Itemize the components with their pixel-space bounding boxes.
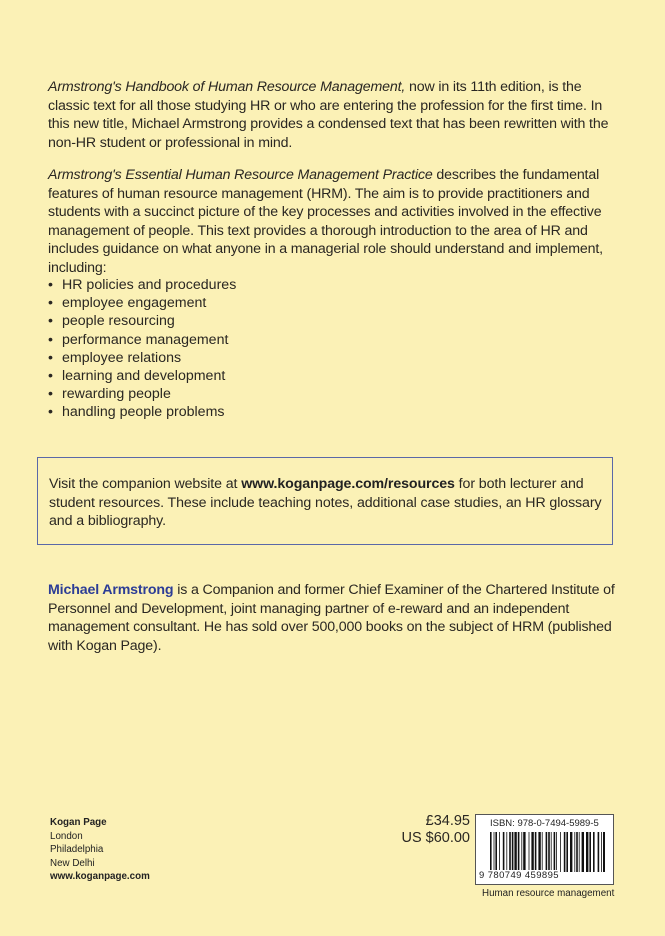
- barcode-bar: [564, 832, 566, 872]
- barcode-bar: [495, 832, 497, 872]
- barcode-bar: [589, 832, 591, 872]
- topic-item: • rewarding people: [48, 385, 236, 403]
- barcode-bar: [546, 832, 548, 872]
- barcode-bar: [560, 832, 561, 872]
- companion-after: for both lecturer and student resources. These include teaching notes, additional case studies, an HR glossary and a bibliography.: [49, 476, 602, 529]
- barcode-bar: [598, 832, 600, 872]
- topic-item: • learning and development: [48, 367, 236, 385]
- handbook-title: Armstrong's Handbook of Human Resource Management,: [48, 79, 406, 95]
- topic-item: • performance management: [48, 331, 236, 349]
- publisher-city: London: [50, 830, 83, 842]
- book-title: Armstrong's Essential Human Resource Management Practice: [48, 167, 433, 183]
- barcode-bar: [490, 832, 492, 872]
- barcode-bar: [579, 832, 580, 872]
- barcode-bar: [601, 832, 602, 872]
- barcode-bar: [548, 832, 550, 872]
- description-paragraph: [48, 166, 620, 277]
- category-label: Human resource management: [482, 888, 615, 899]
- barcode-bar: [523, 832, 525, 872]
- barcode-bar: [574, 832, 575, 872]
- barcode-bar: [551, 832, 552, 872]
- author-name: Michael Armstrong: [48, 582, 174, 598]
- companion-website-box: [37, 457, 613, 545]
- barcode-bar: [593, 832, 595, 872]
- price-gbp: £34.95: [425, 813, 470, 829]
- barcode-bar: [518, 832, 520, 872]
- intro-text: now in its 11th edition, is the classic text for all those studying HR or who are entering the profession for the first time. In this new title, Michael Armstrong provides a condensed text that has been rewritten with the non-HR student or professional in mind.: [48, 79, 609, 151]
- barcode-bar: [531, 832, 533, 872]
- barcode-bar: [494, 832, 495, 872]
- barcode-bar: [586, 832, 588, 872]
- barcode-bar: [535, 832, 537, 872]
- barcode-digits: 9 780749 459895: [479, 870, 559, 881]
- barcode-label: [475, 814, 614, 885]
- companion-text: [49, 475, 609, 531]
- barcode-bar: [542, 832, 543, 872]
- barcode-bar: [566, 832, 568, 872]
- barcode-bar: [554, 832, 556, 872]
- topic-item: • HR policies and procedures: [48, 276, 236, 294]
- companion-url[interactable]: www.koganpage.com/resources: [241, 476, 455, 492]
- barcode-bar: [503, 832, 505, 872]
- intro-paragraph: [48, 78, 620, 152]
- barcode-bar: [499, 832, 500, 872]
- barcode-bar: [538, 832, 540, 872]
- bio-text: is a Companion and former Chief Examiner of the Chartered Institute of Personnel and Development, joint managing partner of e-reward and an independent management consultant. He has sold over 500,000 books on the subject of HRM (published with Kogan Page).: [48, 582, 615, 654]
- topic-item: • employee engagement: [48, 294, 236, 312]
- barcode-bar: [506, 832, 507, 872]
- price-usd: US $60.00: [401, 830, 470, 846]
- publisher-name: Kogan Page: [50, 817, 107, 828]
- barcode-bar: [512, 832, 514, 872]
- barcode-bar: [509, 832, 511, 872]
- description-text: describes the fundamental features of human resource management (HRM). The aim is to provide practitioners and students with a succinct picture of the key processes and activities involved in the effective management of people. This text provides a thorough introduction to the area of HR and includes guidance on what anyone in a managerial role should understand and implement, including:: [48, 167, 603, 276]
- publisher-block: [50, 816, 150, 884]
- barcode-bar: [576, 832, 578, 872]
- topics-list: [48, 276, 236, 422]
- barcode-bar: [514, 832, 516, 872]
- barcode-bar: [582, 832, 584, 872]
- isbn: ISBN: 978-0-7494-5989-5: [490, 818, 599, 829]
- topic-item: • people resourcing: [48, 312, 236, 330]
- publisher-website[interactable]: www.koganpage.com: [50, 871, 150, 882]
- barcode-icon: [490, 832, 605, 872]
- author-bio: [48, 581, 620, 655]
- topic-item: • handling people problems: [48, 403, 236, 421]
- companion-before: Visit the companion website at: [49, 476, 242, 492]
- barcode-bar: [603, 832, 605, 872]
- price-block: [401, 813, 470, 847]
- barcode-bar: [529, 832, 530, 872]
- publisher-city: New Delhi: [50, 857, 95, 869]
- topic-item: • employee relations: [48, 349, 236, 367]
- barcode-bar: [570, 832, 572, 872]
- barcode-bar: [556, 832, 557, 872]
- barcode-bar: [521, 832, 522, 872]
- publisher-city: Philadelphia: [50, 844, 104, 855]
